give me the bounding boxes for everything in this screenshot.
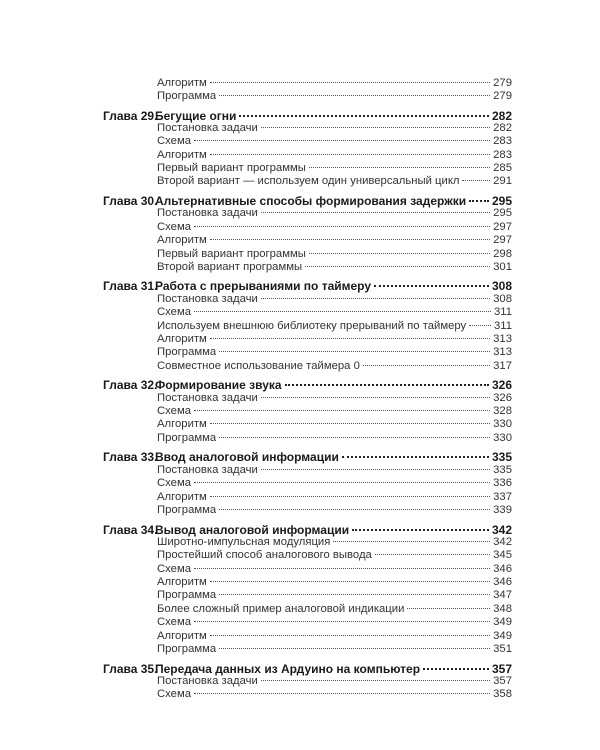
page-number: 342 xyxy=(491,522,512,537)
section-title: Схема xyxy=(157,688,192,701)
page-number: 279 xyxy=(493,89,512,102)
toc-section-entry xyxy=(0,630,600,642)
page-number: 311 xyxy=(493,319,512,332)
page-number: 346 xyxy=(493,576,512,588)
section-title: Постановка задачи xyxy=(157,391,258,404)
toc-section-entry xyxy=(0,221,600,233)
toc-section-entry xyxy=(0,360,600,372)
chapter-number: Глава 35. xyxy=(103,661,158,676)
toc-section-entry xyxy=(0,576,600,588)
section-title: Второй вариант — используем один универсальный цикл xyxy=(157,175,460,188)
dot-leader xyxy=(309,167,490,168)
section-title: Постановка задачи xyxy=(157,463,258,476)
toc-chapter-entry xyxy=(0,279,600,293)
toc-section-entry xyxy=(0,90,600,102)
dot-leader xyxy=(239,115,489,117)
toc-section-entry xyxy=(0,536,600,548)
dot-leader xyxy=(352,529,489,531)
page-number: 330 xyxy=(493,431,512,444)
page-number: 297 xyxy=(493,234,512,247)
dot-leader xyxy=(210,496,490,497)
page-number: 336 xyxy=(493,477,512,490)
toc-section-entry xyxy=(0,688,600,700)
dot-leader xyxy=(261,298,490,299)
toc-section-entry xyxy=(0,293,600,305)
dot-leader xyxy=(363,365,490,366)
section-title: Постановка задачи xyxy=(157,121,258,134)
page-number: 313 xyxy=(493,332,512,345)
toc-chapter-entry xyxy=(0,378,600,392)
page-number: 357 xyxy=(493,674,512,687)
page-number: 297 xyxy=(493,220,512,233)
chapter-number: Глава 34. xyxy=(103,522,158,537)
toc-section-entry xyxy=(0,234,600,246)
toc-section-entry xyxy=(0,77,600,89)
dot-leader xyxy=(374,285,489,287)
toc-section-entry xyxy=(0,616,600,628)
section-title: Алгоритм xyxy=(157,490,207,503)
chapter-title: Вывод аналоговой информации xyxy=(155,522,350,537)
dot-leader xyxy=(375,554,490,555)
section-title: Схема xyxy=(157,616,192,629)
dot-leader xyxy=(219,509,490,510)
toc-section-entry xyxy=(0,261,600,273)
page-number: 358 xyxy=(493,688,512,701)
page-number: 330 xyxy=(493,418,512,431)
page-number: 351 xyxy=(493,642,512,655)
section-title: Более сложный пример аналоговой индикации xyxy=(157,602,405,615)
page-number: 337 xyxy=(493,490,512,503)
dot-leader xyxy=(261,680,490,681)
section-title: Алгоритм xyxy=(157,576,207,588)
section-title: Алгоритм xyxy=(157,76,207,89)
dot-leader xyxy=(194,311,491,312)
toc-section-entry xyxy=(0,464,600,476)
section-title: Широтно-импульсная модуляция xyxy=(157,535,331,548)
section-title: Схема xyxy=(157,477,192,490)
toc-section-entry xyxy=(0,603,600,615)
dot-leader xyxy=(462,180,490,181)
toc-section-entry xyxy=(0,248,600,260)
dot-leader xyxy=(469,325,491,326)
chapter-number: Глава 30. xyxy=(103,193,158,208)
toc-chapter-entry xyxy=(0,109,600,123)
dot-leader xyxy=(210,423,490,424)
toc-chapter-entry xyxy=(0,523,600,537)
page-number: 317 xyxy=(493,359,512,372)
toc-section-entry xyxy=(0,418,600,430)
dot-leader xyxy=(194,482,490,483)
chapter-title: Передача данных из Ардуино на компьютер xyxy=(155,661,421,676)
page-number: 295 xyxy=(491,193,512,208)
dot-leader xyxy=(407,608,490,609)
page-number: 349 xyxy=(493,629,512,642)
page-number: 335 xyxy=(493,463,512,476)
page-number: 298 xyxy=(493,247,512,260)
section-title: Используем внешнюю библиотеку прерываний по таймеру xyxy=(157,319,467,332)
section-title: Алгоритм xyxy=(157,418,207,431)
page-number: 285 xyxy=(493,162,512,174)
dot-leader xyxy=(219,648,490,649)
section-title: Совместное использование таймера 0 xyxy=(157,359,360,372)
section-title: Первый вариант программы xyxy=(157,162,306,174)
toc-section-entry xyxy=(0,643,600,655)
section-title: Постановка задачи xyxy=(157,292,258,305)
chapter-number: Глава 33. xyxy=(103,450,158,465)
dot-leader xyxy=(219,95,490,96)
section-title: Схема xyxy=(157,220,192,233)
page-number: 339 xyxy=(493,503,512,516)
dot-leader xyxy=(194,693,490,694)
toc-section-entry xyxy=(0,333,600,345)
section-title: Постановка задачи xyxy=(157,674,258,687)
chapter-title: Альтернативные способы формирования задержки xyxy=(155,193,467,208)
toc-section-entry xyxy=(0,207,600,219)
page-number: 313 xyxy=(493,346,512,359)
page-number: 345 xyxy=(493,549,512,562)
dot-leader xyxy=(210,581,490,582)
dot-leader xyxy=(210,239,490,240)
page-number: 326 xyxy=(493,391,512,404)
page-number: 282 xyxy=(493,121,512,134)
chapter-title: Бегущие огни xyxy=(155,108,237,123)
toc-section-entry xyxy=(0,135,600,147)
toc-section-entry xyxy=(0,405,600,417)
page-number: 342 xyxy=(493,535,512,548)
toc-section-entry xyxy=(0,346,600,358)
toc-section-entry xyxy=(0,122,600,134)
section-title: Схема xyxy=(157,306,192,319)
page-number: 308 xyxy=(493,292,512,305)
section-title: Программа xyxy=(157,89,217,102)
page-number: 283 xyxy=(493,135,512,148)
toc-section-entry xyxy=(0,320,600,332)
dot-leader xyxy=(210,82,490,83)
page-number: 348 xyxy=(493,602,512,615)
page-number: 326 xyxy=(491,378,512,393)
section-title: Первый вариант программы xyxy=(157,247,306,260)
chapter-title: Ввод аналоговой информации xyxy=(155,450,339,465)
chapter-title: Работа с прерываниями по таймеру xyxy=(155,279,372,294)
dot-leader xyxy=(210,154,490,155)
page-number: 347 xyxy=(493,589,512,602)
dot-leader xyxy=(333,541,490,542)
section-title: Алгоритм xyxy=(157,148,207,161)
dot-leader xyxy=(194,410,490,411)
page-number: 311 xyxy=(493,306,512,319)
page-number: 357 xyxy=(491,661,512,676)
section-title: Простейший способ аналогового вывода xyxy=(157,549,372,562)
page-number: 291 xyxy=(493,175,512,188)
toc-chapter-entry xyxy=(0,450,600,464)
dot-leader xyxy=(219,437,490,438)
toc-section-entry xyxy=(0,491,600,503)
dot-leader xyxy=(194,621,490,622)
section-title: Алгоритм xyxy=(157,332,207,345)
dot-leader xyxy=(261,397,490,398)
dot-leader xyxy=(219,594,490,595)
section-title: Алгоритм xyxy=(157,629,207,642)
toc-section-entry xyxy=(0,563,600,575)
section-title: Программа xyxy=(157,503,217,516)
chapter-number: Глава 32. xyxy=(103,378,158,393)
toc-section-entry xyxy=(0,306,600,318)
page-number: 295 xyxy=(493,207,512,220)
dot-leader xyxy=(194,140,490,141)
toc-section-entry xyxy=(0,589,600,601)
dot-leader xyxy=(261,469,490,470)
toc-section-entry xyxy=(0,477,600,489)
dot-leader xyxy=(210,635,490,636)
section-title: Программа xyxy=(157,346,217,359)
page-number: 301 xyxy=(493,260,512,273)
dot-leader xyxy=(261,127,490,128)
page-number: 279 xyxy=(493,76,512,89)
page-number: 349 xyxy=(493,616,512,629)
page-number: 308 xyxy=(491,279,512,294)
section-title: Схема xyxy=(157,562,192,575)
section-title: Схема xyxy=(157,135,192,148)
dot-leader xyxy=(342,456,489,458)
section-title: Программа xyxy=(157,431,217,444)
dot-leader xyxy=(210,338,490,339)
chapter-number: Глава 29. xyxy=(103,108,158,123)
section-title: Алгоритм xyxy=(157,234,207,247)
toc-section-entry xyxy=(0,175,600,187)
page-number: 328 xyxy=(493,405,512,417)
dot-leader xyxy=(423,668,489,670)
dot-leader xyxy=(309,253,490,254)
dot-leader xyxy=(285,384,489,386)
dot-leader xyxy=(219,351,490,352)
toc-chapter-entry xyxy=(0,662,600,676)
section-title: Программа xyxy=(157,642,217,655)
dot-leader xyxy=(194,226,490,227)
section-title: Постановка задачи xyxy=(157,207,258,220)
dot-leader xyxy=(305,266,490,267)
toc-section-entry xyxy=(0,504,600,516)
dot-leader xyxy=(194,568,490,569)
toc-section-entry xyxy=(0,432,600,444)
page-number: 346 xyxy=(493,562,512,575)
chapter-number: Глава 31. xyxy=(103,279,158,294)
dot-leader xyxy=(469,200,489,202)
chapter-title: Формирование звука xyxy=(155,378,282,393)
page-number: 283 xyxy=(493,148,512,161)
section-title: Второй вариант программы xyxy=(157,260,303,273)
toc-chapter-entry xyxy=(0,194,600,208)
dot-leader xyxy=(261,212,490,213)
toc-section-entry xyxy=(0,675,600,687)
section-title: Схема xyxy=(157,405,192,417)
toc-section-entry xyxy=(0,149,600,161)
page-number: 335 xyxy=(491,450,512,465)
toc-section-entry xyxy=(0,549,600,561)
section-title: Программа xyxy=(157,589,217,602)
page-number: 282 xyxy=(491,108,512,123)
toc-section-entry xyxy=(0,392,600,404)
toc-section-entry xyxy=(0,162,600,174)
